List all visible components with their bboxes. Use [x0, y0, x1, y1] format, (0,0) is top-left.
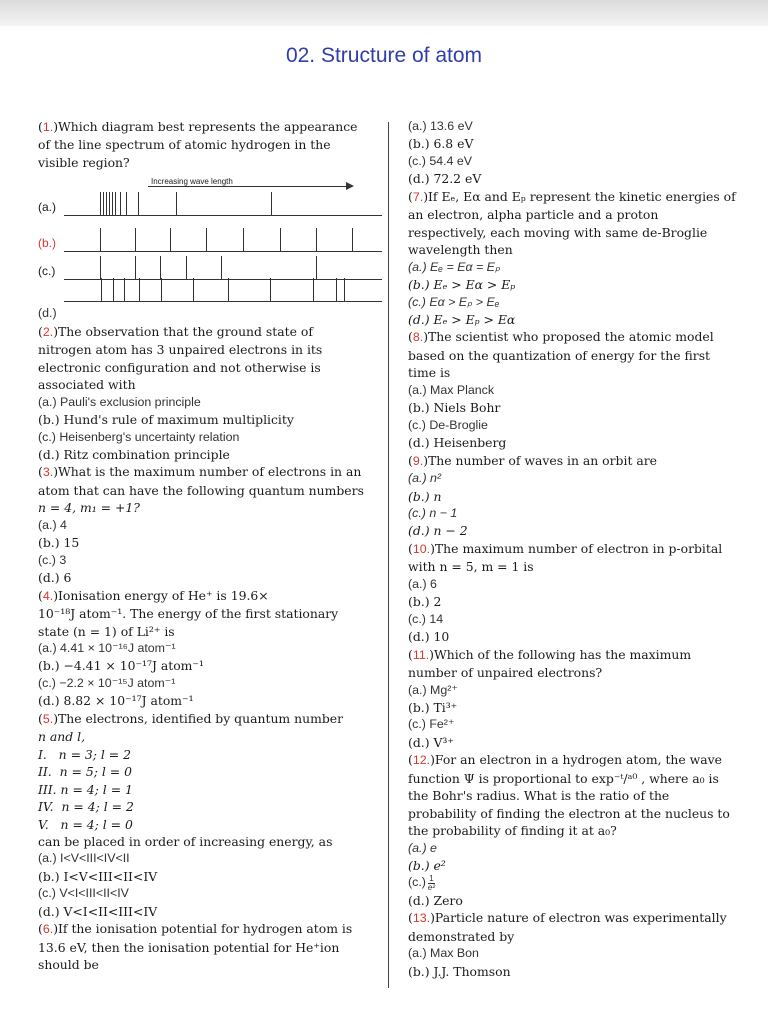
q9-option-b[interactable]: (b.) n	[408, 488, 442, 504]
spectral-line	[120, 192, 121, 216]
spectral-line	[115, 192, 116, 216]
q5-line-2: n and l,	[38, 729, 86, 745]
left-column	[38, 118, 382, 974]
q12-option-a[interactable]: (a.) e	[408, 840, 437, 855]
baseline	[64, 301, 382, 302]
q11-option-b[interactable]: (b.) Ti³⁺	[408, 699, 458, 715]
q2-option-a[interactable]: (a.) Pauli's exclusion principle	[38, 394, 201, 409]
q7-option-a[interactable]: (a.) Eₑ = Eα = Eₚ	[408, 259, 501, 274]
q3-option-b[interactable]: (b.) 15	[38, 535, 80, 551]
q3-option-d[interactable]: (d.) 6	[38, 570, 72, 586]
q8-option-b[interactable]: (b.) Niels Bohr	[408, 400, 501, 416]
q4-option-a[interactable]: (a.) 4.41 × 10⁻¹⁶J atom⁻¹	[38, 640, 176, 655]
q5-line-3: can be placed in order of increasing energy, as	[38, 833, 333, 849]
q4-option-b[interactable]: (b.) −4.41 × 10⁻¹⁷J atom⁻¹	[38, 658, 204, 674]
q2-option-b[interactable]: (b.) Hund's rule of maximum multiplicity	[38, 412, 294, 428]
spectral-line	[336, 278, 337, 302]
q7-line-2: an electron, alpha particle and a proton	[408, 207, 659, 223]
q5-option-a[interactable]: (a.) I<V<III<IV<II	[38, 851, 130, 866]
spectral-line	[170, 228, 171, 252]
spectral-line	[186, 256, 187, 280]
q6-line-3: should be	[38, 957, 99, 973]
q8-option-a[interactable]: (a.) Max Planck	[408, 382, 495, 397]
q5-option-b[interactable]: (b.) I<V<III<II<IV	[38, 868, 158, 884]
page-title: 02. Structure of atom	[285, 44, 483, 67]
q13-line-1: (13.)Particle nature of electron was experimentally	[408, 910, 727, 926]
q13-number: 13.	[412, 911, 431, 926]
spectral-line	[160, 256, 161, 280]
spectrum-diagram	[38, 173, 382, 309]
q3-line-2: atom that can have the following quantum numbers	[38, 482, 364, 498]
option-c-label: (c.)	[38, 264, 56, 279]
q1-option-d-label[interactable]: (d.)	[38, 306, 57, 321]
q7-line-4: wavelength then	[408, 242, 513, 258]
q13-option-b[interactable]: (b.) J.J. Thomson	[408, 963, 511, 979]
q1-number: 1.	[42, 120, 54, 134]
q8-line-2: based on the quantization of energy for the first	[408, 347, 711, 363]
spectral-line	[228, 278, 229, 302]
q3-option-a[interactable]: (a.) 4	[38, 517, 67, 532]
q7-option-c[interactable]: (c.) Eα > Eₚ > Eₑ	[408, 294, 500, 309]
q5-number: 5.	[42, 711, 54, 726]
spectral-line	[109, 192, 110, 216]
spectral-line	[161, 278, 162, 302]
q2-option-d[interactable]: (d.) Ritz combination principle	[38, 446, 230, 462]
q8-option-d[interactable]: (d.) Heisenberg	[408, 435, 507, 451]
q3-number: 3.	[42, 465, 54, 480]
q6-line-1: (6.)If the ionisation potential for hydrogen atom is	[38, 921, 353, 937]
q8-line-3: time is	[408, 365, 451, 381]
q4-line-2: 10⁻¹⁸J atom⁻¹. The energy of the first stationary	[38, 606, 339, 622]
spectral-line	[135, 228, 136, 252]
spectral-line	[270, 278, 271, 302]
wavelength-arrow	[148, 186, 348, 187]
q6-option-a[interactable]: (a.) 13.6 eV	[408, 119, 473, 133]
q7-number: 7.	[412, 189, 424, 204]
q2-line-3: electronic configuration and not otherwise is	[38, 359, 321, 375]
q5-item-1: I. n = 3; l = 2	[38, 746, 131, 762]
spectral-line	[126, 192, 127, 216]
spectrum-option-d[interactable]	[38, 281, 382, 305]
spectral-line	[101, 278, 102, 302]
spectral-line	[352, 228, 353, 252]
spectral-line	[138, 192, 139, 216]
spectral-line	[280, 228, 281, 252]
q5-item-3: III. n = 4; l = 1	[38, 781, 133, 797]
arrowhead-icon	[346, 182, 354, 190]
baseline	[64, 251, 382, 252]
q6-number: 6.	[42, 922, 54, 937]
q1-line-2: of the line spectrum of atomic hydrogen in the	[38, 137, 331, 153]
q2-line-1: (2.)The observation that the ground state of	[38, 323, 313, 339]
spectral-line	[221, 256, 222, 280]
spectral-line	[176, 192, 177, 216]
spectral-line	[135, 256, 136, 280]
q6-option-c[interactable]: (c.) 54.4 eV	[408, 153, 473, 168]
q5-option-c[interactable]: (c.) V<I<III<II<IV	[38, 886, 129, 901]
q11-line-1: (11.)Which of the following has the maximum	[408, 646, 692, 662]
q10-line-1: (10.)The maximum number of electron in p-orbital	[408, 540, 723, 556]
q7-line-3: respectively, each moving with same de-Broglie	[408, 224, 708, 240]
q11-line-2: number of unpaired electrons?	[408, 665, 603, 681]
q2-line-2: nitrogen atom has 3 unpaired electrons in its	[38, 342, 323, 358]
spectral-line	[316, 228, 317, 252]
spectral-line	[271, 192, 272, 216]
q9-option-c[interactable]: (c.) n − 1	[408, 505, 458, 520]
diagram-caption: Increasing wave length	[151, 177, 233, 187]
spectral-line	[100, 192, 101, 216]
spectrum-option-b[interactable]	[38, 231, 382, 255]
q11-number: 11.	[412, 647, 430, 662]
q2-option-c[interactable]: (c.) Heisenberg's uncertainty relation	[38, 429, 240, 444]
q8-line-1: (8.)The scientist who proposed the atomic model	[408, 329, 714, 345]
q4-number: 4.	[42, 588, 54, 603]
column-divider	[388, 122, 389, 988]
q1-line-1: (1.)Which diagram best represents the appearance	[38, 119, 358, 134]
spectral-line	[100, 228, 101, 252]
q9-number: 9.	[412, 453, 424, 468]
baseline	[64, 279, 382, 280]
q8-number: 8.	[412, 330, 424, 345]
q7-line-1: (7.)If Eₑ, Eα and Eₚ represent the kinetic energies of	[408, 188, 736, 204]
spectral-line	[206, 228, 207, 252]
q13-option-a[interactable]: (a.) Max Bon	[408, 946, 479, 961]
spectral-line	[139, 278, 140, 302]
q5-option-d[interactable]: (d.) V<I<II<III<IV	[38, 903, 158, 919]
spectral-line	[112, 192, 113, 216]
q12-line-3: the Bohr's radius. What is the ratio of the	[408, 788, 670, 804]
right-column	[408, 118, 736, 980]
q4-option-d[interactable]: (d.) 8.82 × 10⁻¹⁷J atom⁻¹	[38, 693, 194, 709]
spectral-line	[103, 192, 104, 216]
spectral-line	[106, 192, 107, 216]
q5-item-2: II. n = 5; l = 0	[38, 764, 132, 780]
q10-line-2: with n = 5, m = 1 is	[408, 559, 534, 575]
q12-option-b[interactable]: (b.) e²	[408, 858, 446, 874]
q7-option-d[interactable]: (d.) Eₑ > Eₚ > Eα	[408, 311, 516, 327]
q9-line-1: (9.)The number of waves in an orbit are	[408, 452, 658, 468]
q6-option-b[interactable]: (b.) 6.8 eV	[408, 136, 474, 152]
q12-line-2: function Ψ is proportional to exp⁻ᵗ/ᵃ⁰ , where a₀ is	[408, 770, 719, 786]
q11-option-c[interactable]: (c.) Fe²⁺	[408, 717, 455, 732]
q1-line-3: visible region?	[38, 154, 130, 170]
q5-line-1: (5.)The electrons, identified by quantum number	[38, 710, 344, 726]
q2-number: 2.	[42, 324, 54, 339]
q11-option-d[interactable]: (d.) V³⁺	[408, 734, 454, 750]
spectral-line	[113, 278, 114, 302]
q7-option-b[interactable]: (b.) Eₑ > Eα > Eₚ	[408, 277, 516, 293]
q5-item-5: V. n = 4; l = 0	[38, 816, 133, 832]
spectral-line	[124, 278, 125, 302]
q2-line-4: associated with	[38, 377, 136, 393]
q10-option-c[interactable]: (c.) 14	[408, 611, 444, 626]
q12-option-c[interactable]: (c.) $\frac{1}{\text{e²}}$	[408, 873, 436, 892]
spectrum-option-a[interactable]	[38, 195, 382, 219]
q4-line-3: state (n = 1) of Li²⁺ is	[38, 623, 175, 639]
q11-option-a[interactable]: (a.) Mg²⁺	[408, 682, 458, 697]
q13-line-2: demonstrated by	[408, 928, 515, 944]
q9-option-d[interactable]: (d.) n − 2	[408, 523, 468, 539]
q4-line-1: (4.)Ionisation energy of He⁺ is 19.6×	[38, 587, 269, 603]
q6-line-2: 13.6 eV, then the ionisation potential for He⁺ion	[38, 939, 340, 955]
q3-line-3: n = 4, m₁ = +1?	[38, 500, 140, 516]
q6-option-d[interactable]: (d.) 72.2 eV	[408, 171, 482, 187]
q12-option-d[interactable]: (d.) Zero	[408, 892, 463, 908]
q9-option-a[interactable]: (a.) n²	[408, 471, 442, 486]
fraction: $\frac{1}{\text{e²}}$	[427, 873, 436, 892]
q3-option-c[interactable]: (c.) 3	[38, 552, 67, 567]
option-b-label: (b.)	[38, 236, 56, 251]
q10-option-d[interactable]: (d.) 10	[408, 629, 450, 645]
q12-line-1: (12.)For an electron in a hydrogen atom, the wave	[408, 752, 723, 768]
option-a-label: (a.)	[38, 200, 56, 215]
q12-line-5: the probability of finding it at a₀?	[408, 823, 617, 839]
q8-option-c[interactable]: (c.) De-Broglie	[408, 417, 488, 432]
spectral-line	[344, 278, 345, 302]
q10-number: 10.	[412, 541, 431, 556]
spectral-line	[316, 256, 317, 280]
spectrum-option-c[interactable]	[38, 259, 382, 283]
q5-item-4: IV. n = 4; l = 2	[38, 799, 134, 815]
spectral-line	[100, 256, 101, 280]
q4-option-c[interactable]: (c.) −2.2 × 10⁻¹⁵J atom⁻¹	[38, 675, 176, 690]
q3-line-1: (3.)What is the maximum number of electrons in an	[38, 464, 362, 480]
q12-line-4: probability of finding the electron at the nucleus to	[408, 805, 730, 821]
spectral-line	[193, 278, 194, 302]
q10-option-a[interactable]: (a.) 6	[408, 576, 437, 591]
q10-option-b[interactable]: (b.) 2	[408, 594, 442, 610]
spectral-line	[313, 278, 314, 302]
top-bar	[0, 0, 768, 26]
q12-number: 12.	[412, 753, 431, 768]
spectral-line	[243, 228, 244, 252]
